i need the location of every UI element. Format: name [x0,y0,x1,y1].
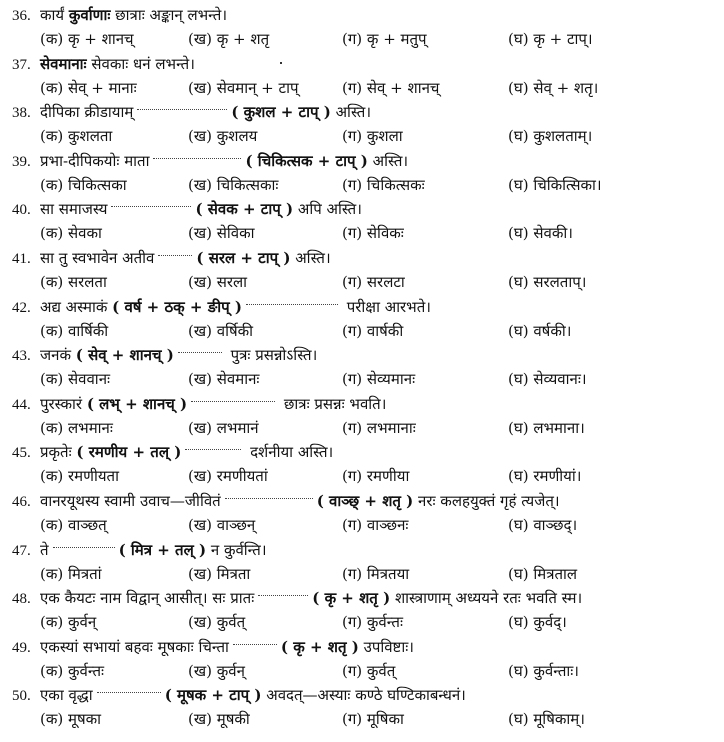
question-text-pre: एका वृद्धा [40,686,93,705]
options-row [0,660,724,682]
options-row [0,222,724,244]
answer-blank [246,296,338,305]
answer-blank [178,344,222,353]
question-number: 49. [12,639,31,656]
option-ka[interactable]: (क) कृ + शानच् [40,30,134,48]
question-text-post: अवदत्—अस्याः कण्ठे घण्टिकाबन्धनं। [261,686,466,705]
question-hint: ( मित्र + तल् ) [118,540,207,559]
question-number: 37. [12,56,31,73]
option-gha[interactable]: (घ) सेव् + शतृ। [508,78,599,97]
question-48 [12,587,582,610]
option-kha[interactable]: (ख) कृ + शतृ [188,30,270,48]
question-text-post: दर्शनीया अस्ति। [245,443,334,462]
question-text-pre: प्रभा-दीपिकयोः माता [40,151,150,170]
option-ka[interactable]: (क) सेवका [40,224,102,243]
question-hint: ( सेवक + टाप् ) [195,200,294,219]
option-kha[interactable]: (ख) लभमानं [188,418,259,437]
option-ga[interactable]: (ग) सेव् + शानच् [342,78,440,97]
option-kha[interactable]: (ख) कुर्वन् [188,661,245,680]
answer-blank [111,198,191,207]
question-number: 41. [12,251,31,267]
option-kha[interactable]: (ख) सेविका [188,224,255,243]
option-kha[interactable]: (ख) कुशलय [188,127,258,146]
question-text-post: पुत्रः प्रसन्नोऽस्ति। [225,346,318,365]
question-hint: ( कृ + शतृ ) [280,637,359,656]
option-kha[interactable]: (ख) सरला [188,273,248,291]
option-ga[interactable]: (ग) सेव्यमानः [342,370,416,389]
question-number: 38. [12,105,31,122]
question-text-post: अस्ति। [367,151,409,170]
option-gha[interactable]: (घ) मूषिकाम्। [508,710,585,729]
option-ga[interactable]: (ग) सरलटा [342,273,405,291]
options-row [0,368,724,390]
question-hint: सेवमानाः [40,54,87,73]
question-text-pre: ते [40,540,49,559]
option-gha[interactable]: (घ) वाञ्छद्। [508,516,578,534]
question-46 [12,490,560,513]
question-50 [12,684,466,707]
option-ka[interactable]: (क) मित्रतां [40,564,102,583]
option-gha[interactable]: (घ) सेवकी। [508,224,573,243]
option-gha[interactable]: (घ) कुर्वन्ताः। [508,661,579,680]
option-ga[interactable]: (ग) कुशला [342,127,403,146]
options-row [0,28,724,50]
question-number: 36. [12,8,31,24]
question-37 [12,53,195,76]
question-39 [12,150,408,173]
options-row [0,465,724,487]
option-ka[interactable]: (क) रमणीयता [40,467,119,486]
question-text-post: अस्ति। [290,249,331,267]
options-row [0,514,724,536]
question-number: 47. [12,542,31,559]
question-43 [12,344,317,367]
option-gha[interactable]: (घ) सेव्यवानः। [508,370,587,389]
option-kha[interactable]: (ख) कुर्वत् [188,613,246,632]
answer-blank [233,636,277,645]
question-49 [12,636,414,659]
question-hint: ( मूषक + टाप् ) [164,686,262,705]
option-gha[interactable]: (घ) कुशलताम्। [508,127,593,146]
question-number: 39. [12,153,31,170]
options-row [0,174,724,196]
question-number: 45. [12,445,31,462]
question-hint: ( रमणीय + तल् ) [76,443,182,462]
option-gha[interactable]: (घ) सरलताप्। [508,273,587,291]
option-ga[interactable]: (ग) रमणीया [342,467,410,486]
option-ka[interactable]: (क) चिकित्सका [40,175,127,194]
answer-blank [185,441,241,450]
question-text-post: छात्रः प्रसन्नः भवति। [279,394,387,413]
question-number: 48. [12,591,31,608]
question-number: 43. [12,348,31,365]
question-text-pre: एक कैयटः नाम विद्वान् आसीत्। सः प्रातः [40,589,255,608]
option-kha[interactable]: (ख) मूषकी [188,710,250,729]
option-gha[interactable]: (घ) कुर्वद्। [508,613,567,632]
option-ka[interactable]: (क) कुर्वन्तः [40,661,105,680]
options-row [0,708,724,730]
question-hint: ( वाञ्छ् + शतृ ) [316,492,414,510]
answer-blank [225,490,313,499]
question-text-pre: वानरयूथस्य स्वामी उवाच—जीवितं [40,492,221,510]
option-gha[interactable]: (घ) मित्रताल [508,564,578,583]
question-text-pre: सा तु स्वभावेन अतीव [40,249,155,267]
option-gha[interactable]: (घ) कृ + टाप्। [508,30,593,48]
option-kha[interactable]: (ख) चिकित्सकाः [188,175,279,194]
answer-blank [191,393,275,402]
options-row [0,417,724,439]
print-speck [280,62,282,64]
answer-blank [53,539,115,548]
option-gha[interactable]: (घ) चिकित्सिका। [508,175,602,194]
question-45 [12,441,333,464]
option-ka[interactable]: (क) वाञ्छत् [40,516,107,534]
question-text-pre: एकस्यां सभायां बहवः मूषकाः चिन्ता [40,637,229,656]
option-ga[interactable]: (ग) सेविकः [342,224,404,243]
question-hint: ( वर्ष + ठक् + ङीप् ) [112,297,242,316]
option-ka[interactable]: (क) कुशलता [40,127,113,146]
question-number: 46. [12,494,31,510]
answer-blank [258,587,308,596]
options-row [0,320,724,342]
option-kha[interactable]: (ख) सेवमान् + टाप् [188,78,299,97]
question-41 [12,247,331,270]
question-47 [12,539,267,562]
question-text-post: न कुर्वन्ति। [206,540,267,559]
option-ka[interactable]: (क) वार्षिकी [40,321,109,340]
option-ka[interactable]: (क) सेव् + मानाः [40,78,137,97]
question-text-pre: प्रकृतेः [40,443,77,462]
question-hint: ( लभ् + शानच् ) [86,394,188,413]
option-gha[interactable]: (घ) रमणीयां। [508,467,582,486]
question-38 [12,101,371,124]
option-gha[interactable]: (घ) लभमाना। [508,418,585,437]
option-kha[interactable]: (ख) सेवमानः [188,370,260,389]
question-number: 44. [12,396,31,413]
question-hint: ( सरल + टाप् ) [196,249,291,267]
question-hint: ( कृ + शतृ ) [312,589,391,608]
option-ga[interactable]: (ग) कुर्वन्तः [342,613,403,632]
question-text-post: उपविष्टाः। [358,637,414,656]
question-hint: ( कुशल + टाप् ) [231,103,331,122]
question-text-post: छात्राः अङ्कान् लभन्ते। [110,6,228,24]
option-kha[interactable]: (ख) रमणीयतां [188,467,268,486]
question-number: 40. [12,202,31,219]
options-row [0,611,724,633]
question-text-post: नरः कलहयुक्तं गृहं त्यजेत्। [413,492,560,510]
option-ga[interactable]: (ग) चिकित्सकः [342,175,425,194]
option-kha[interactable]: (ख) मित्रता [188,564,251,583]
option-ga[interactable]: (ग) मित्रतया [342,564,410,583]
question-text-post: सेवकाः धनं लभन्ते। [86,54,195,73]
question-text-pre: कार्यं [40,6,69,24]
question-42 [12,296,431,319]
question-number: 50. [12,688,31,705]
option-ka[interactable]: (क) मूषका [40,710,102,729]
option-ga[interactable]: (ग) मूषिका [342,710,404,729]
option-ka[interactable]: (क) लभमानः [40,418,113,437]
options-row [0,77,724,99]
question-text-pre: अद्य अस्माकं [40,297,113,316]
option-ga[interactable]: (ग) वार्षकी [342,321,404,340]
option-ga[interactable]: (ग) कृ + मतुप् [342,30,427,48]
question-text-post: शास्त्राणाम् अध्ययने रतः भवति स्म। [390,589,583,608]
option-kha[interactable]: (ख) वर्षिकी [188,321,254,340]
question-text-pre: जनकं [40,346,76,365]
question-text-pre: दीपिका क्रीडायाम् [40,103,134,122]
option-ka[interactable]: (क) कुर्वन् [40,613,97,632]
question-text-post: अपि अस्ति। [293,200,362,219]
question-text-post: परीक्षा आरभते। [342,297,431,316]
option-kha[interactable]: (ख) वाञ्छन् [188,516,256,534]
option-ka[interactable]: (क) सेववानः [40,370,111,389]
question-36 [12,4,227,27]
answer-blank [158,247,192,256]
question-hint: ( चिकित्सक + टाप् ) [245,151,368,170]
answer-blank [137,101,227,110]
options-row [0,563,724,585]
option-ga[interactable]: (ग) लभमानाः [342,418,416,437]
option-ka[interactable]: (क) सरलता [40,273,107,291]
options-row [0,271,724,293]
question-hint: ( सेव् + शानच् ) [75,346,174,365]
option-gha[interactable]: (घ) वर्षकी। [508,321,572,340]
question-44 [12,393,386,416]
question-number: 42. [12,299,31,316]
question-text-pre: सा समाजस्य [40,200,108,219]
answer-blank [153,150,241,159]
answer-blank [97,684,161,693]
question-text-post: अस्ति। [330,103,372,122]
option-ga[interactable]: (ग) कुर्वत् [342,661,396,680]
question-40 [12,198,362,221]
options-row [0,125,724,147]
question-text-pre: पुरस्कारं [40,394,87,413]
question-hint: कुर्वाणाः [68,6,111,24]
option-ga[interactable]: (ग) वाञ्छनः [342,516,409,534]
